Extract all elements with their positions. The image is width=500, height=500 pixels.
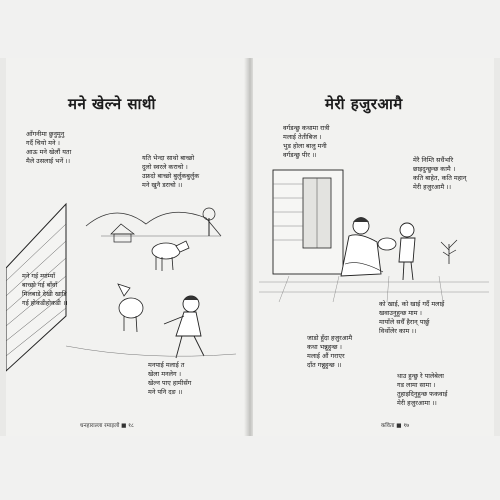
poem-line: कति बाहेत, कति महान् — [413, 174, 467, 182]
left-page — [6, 58, 247, 436]
poem-line: थाउ हुन्छु रे पालेबेला — [397, 372, 444, 380]
poem-line: मलाई तेतीबिज । — [283, 133, 322, 141]
poem-line: मनपाई मलाई त — [148, 361, 185, 369]
poem-line: मने गई म्यांम्याँ — [22, 272, 56, 280]
right-page-footer: कविता ■ १७ — [381, 423, 410, 429]
poem-line: आँगनीमा छुनुमुनु — [26, 130, 65, 138]
grandmother-child-drawing — [259, 164, 489, 304]
poem-line: तुहाइदिनुहुन्छ फकवाई — [397, 390, 448, 398]
poem-line: दुलो स्वरले कराचो । — [142, 163, 188, 171]
left-stanza-1 — [26, 130, 71, 166]
right-stanza-3 — [379, 300, 444, 336]
right-page — [253, 58, 494, 436]
poem-line: वर्गडन्छु पीर ।। — [283, 151, 317, 159]
right-stanza-5 — [397, 372, 447, 408]
poem-line: मेरै निम्ति सधैंभरि — [413, 156, 454, 164]
poem-line: दाँत गन्नुहुन्छ ।। — [307, 361, 342, 369]
right-page-title: मेरी हजुरआमै — [325, 95, 403, 113]
right-illustration — [259, 164, 489, 304]
right-stanza-1 — [283, 124, 330, 160]
poem-line: जाडो हुँदा हजुरआमै — [307, 334, 353, 342]
left-page-title: मने खेल्ने साथी — [68, 95, 156, 113]
poem-line: खेल्न पाए हामीसँग — [148, 379, 192, 387]
poem-line: मने पनि दङ ।। — [148, 388, 183, 396]
poem-line: वर्गडन्छु कथामा रात्री — [283, 124, 330, 132]
poem-line: कथा भन्नुहुन्छ । — [307, 343, 342, 351]
poem-line: मिलबाडे देखी खाडि — [22, 290, 67, 298]
poem-line: बाच्छो गई बाँवाँ — [22, 281, 58, 289]
left-stanza-4 — [148, 361, 191, 397]
right-stanza-4 — [307, 334, 352, 370]
poem-line: मेरी हजुरआमा ।। — [397, 399, 437, 407]
poem-line: आऊ मने खेलौं यता — [26, 148, 72, 156]
poem-line: मैले उसलाई भनें ।। — [26, 157, 71, 165]
poem-line: गर्दै चियो मने । — [26, 139, 60, 147]
poem-line: खवाउनुहुन्छ माम । — [379, 309, 422, 317]
poem-line: यति भेन्दा साथो बाच्छो — [142, 154, 195, 162]
poem-line: खेला मनलेग । — [148, 370, 181, 378]
poem-line: गड लामा सामा । — [397, 381, 436, 389]
book-spread — [0, 58, 500, 436]
left-stanza-2 — [142, 154, 199, 190]
poem-line: छाइदुन्छुन्छ कामै । — [413, 165, 456, 173]
poem-line: मायाँले सधैँ हैरान् पार्छु — [379, 318, 430, 326]
poem-line: गई होकडीहोकडी ।। — [22, 299, 68, 307]
poem-line: मलाई औं गराएर — [307, 352, 345, 360]
poem-line: को खाई, को खाई गर्दै मलाई — [379, 300, 445, 308]
poem-line: विर्थोलेर काम ।। — [379, 327, 417, 335]
left-stanza-3 — [22, 272, 68, 308]
poem-line: उफ्रदो बाच्छो बुर्लुकबुर्लुक — [142, 172, 200, 180]
poem-line: मने खुनै डराचो ।। — [142, 181, 183, 189]
left-page-footer: धनहाराल्ला रमाइलो ■ १८ — [80, 423, 134, 429]
poem-line: भुड होला बालु मनी — [283, 142, 327, 150]
poem-line: मेरी हजुरआमै ।। — [413, 183, 452, 191]
